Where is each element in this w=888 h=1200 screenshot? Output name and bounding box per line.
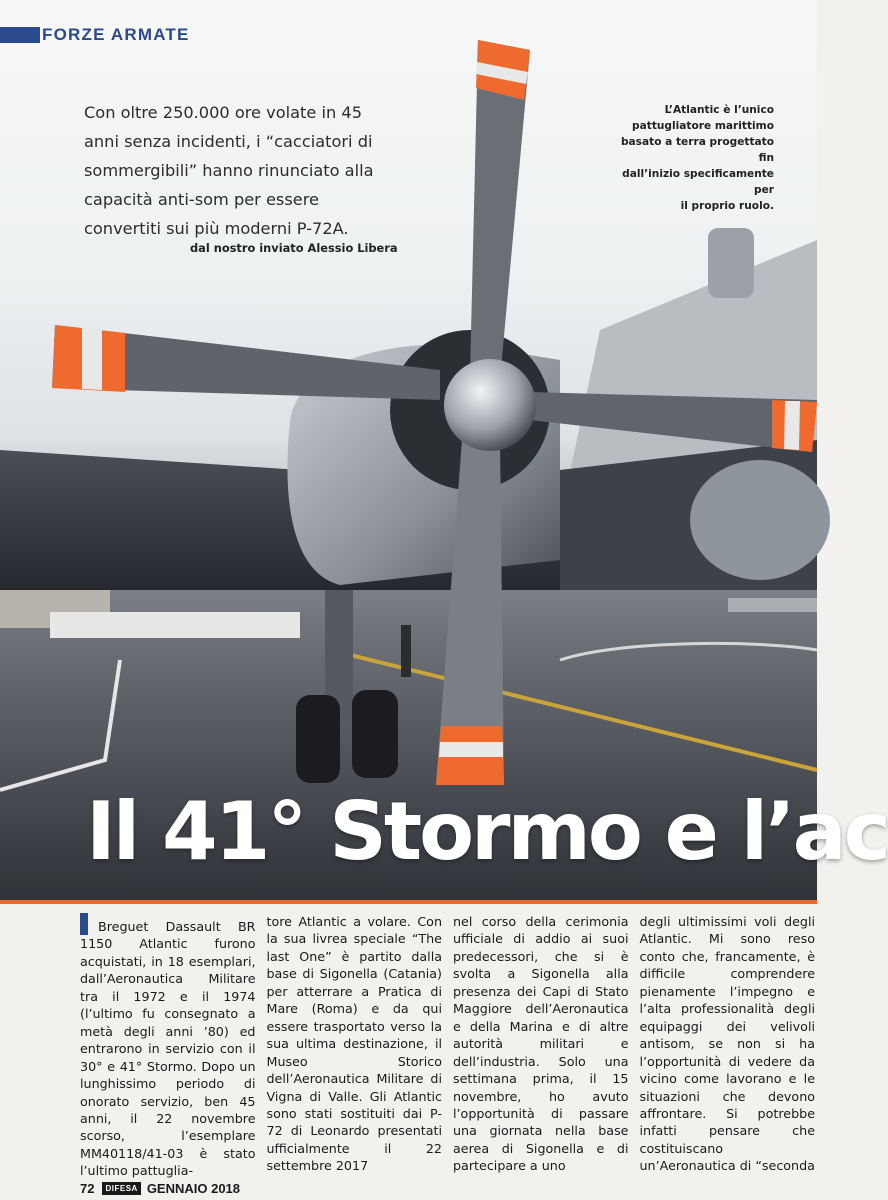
distant-building bbox=[50, 612, 300, 638]
page-footer bbox=[80, 1178, 240, 1198]
article-column-2 bbox=[266, 913, 443, 1174]
intro-line: Con oltre 250.000 ore volate in 45 bbox=[84, 103, 363, 122]
column-text: tore Atlantic a volare. Con la sua livrea speciale “The last One” è partito dalla base di Sigonella (Catania) per atterrare a Pratica di Mare (Roma) e da qui essere trasportato verso la sua ultima destinazione, il Museo Storico dell’Aeronautica Militare di Vigna di Valle. Gli Atlantic sono stati sostituiti dai P-72 di Leonardo presentati ufficialmente il 22 settembre 2017 bbox=[266, 914, 442, 1174]
section-label bbox=[0, 26, 210, 44]
page-number: 72 bbox=[80, 1180, 95, 1196]
intro-line: convertiti sui più moderni P-72A. bbox=[84, 219, 349, 238]
caption-line: basato a terra progettato fin bbox=[620, 136, 774, 164]
column-text: nel corso della cerimonia ufficiale di addio ai suoi predecessori, che si è svolta a Sigonella alla presenza dei Capi di Stato Maggiore dell’Aeronautica e della Marina e di altre autorità militari e dell’industria. Solo una settimana prima, il 15 novembre, ho avuto l’opportunità di passare una giornata nella base aerea di Sigonella e di partecipare a uno bbox=[453, 914, 629, 1174]
caption-line: pattugliatore marittimo bbox=[632, 120, 774, 132]
magazine-logo: DIFESA bbox=[102, 1182, 140, 1195]
article-column-3 bbox=[453, 913, 629, 1174]
caption-line: il proprio ruolo. bbox=[680, 200, 774, 212]
caption-line: dall’inizio specificamente per bbox=[622, 168, 774, 196]
intro-line: sommergibili” hanno rinunciato alla bbox=[84, 161, 374, 180]
article-column-4 bbox=[639, 913, 816, 1174]
caption-line: L’Atlantic è l’unico bbox=[664, 104, 774, 116]
column-text: Breguet Dassault BR 1150 Atlantic furono acquistati, in 18 esemplari, dall’Aeronautica Militare tra il 1972 e il 1974 (l’ultimo fu consegnato a metà degli anni ’80) ed entrarono in servizio con il 30° e 41° Stormo. Dopo un lunghissimo periodo di onorato servizio, ben 45 anni, il 22 novembre scorso, l’esemplare MM40118/41-03 è stato l’ultimo pattuglia- bbox=[80, 919, 256, 1179]
orange-divider bbox=[0, 900, 817, 904]
article-column-1 bbox=[80, 913, 256, 1179]
antenna-fairing bbox=[708, 228, 754, 298]
column-text: degli ultimissimi voli degli Atlantic. Mi sono reso conto che, francamente, è difficile comprendere pienamente l’impegno e l’alta professionalità degli equipaggi dei velivoli antisom, se non si ha l’opportunità di vedere da vicino come lavorano e le situazioni che devono affrontare. Si potrebbe infatti pensare che costituiscano un’Aeronautica di “seconda bbox=[639, 914, 815, 1174]
intro-paragraph bbox=[84, 98, 414, 243]
intro-line: anni senza incidenti, i “cacciatori di bbox=[84, 132, 373, 151]
photo-caption bbox=[606, 102, 774, 214]
article-headline: Il 41° Stormo e l’ac bbox=[86, 785, 888, 878]
article-body bbox=[80, 913, 815, 1179]
wheel-right bbox=[352, 690, 398, 778]
right-engine-nacelle bbox=[690, 460, 830, 580]
issue-date: GENNAIO 2018 bbox=[146, 1180, 241, 1196]
section-color-bar bbox=[0, 27, 40, 43]
byline: dal nostro inviato Alessio Libera bbox=[190, 241, 398, 255]
distant-aircraft bbox=[728, 598, 817, 612]
wheel-left bbox=[296, 695, 340, 783]
propeller-spinner bbox=[444, 359, 536, 451]
intro-line: capacità anti-som per essere bbox=[84, 190, 320, 209]
ground-crew-figure bbox=[401, 625, 411, 677]
section-title: FORZE ARMATE bbox=[42, 25, 190, 44]
dropcap-marker bbox=[80, 913, 88, 935]
